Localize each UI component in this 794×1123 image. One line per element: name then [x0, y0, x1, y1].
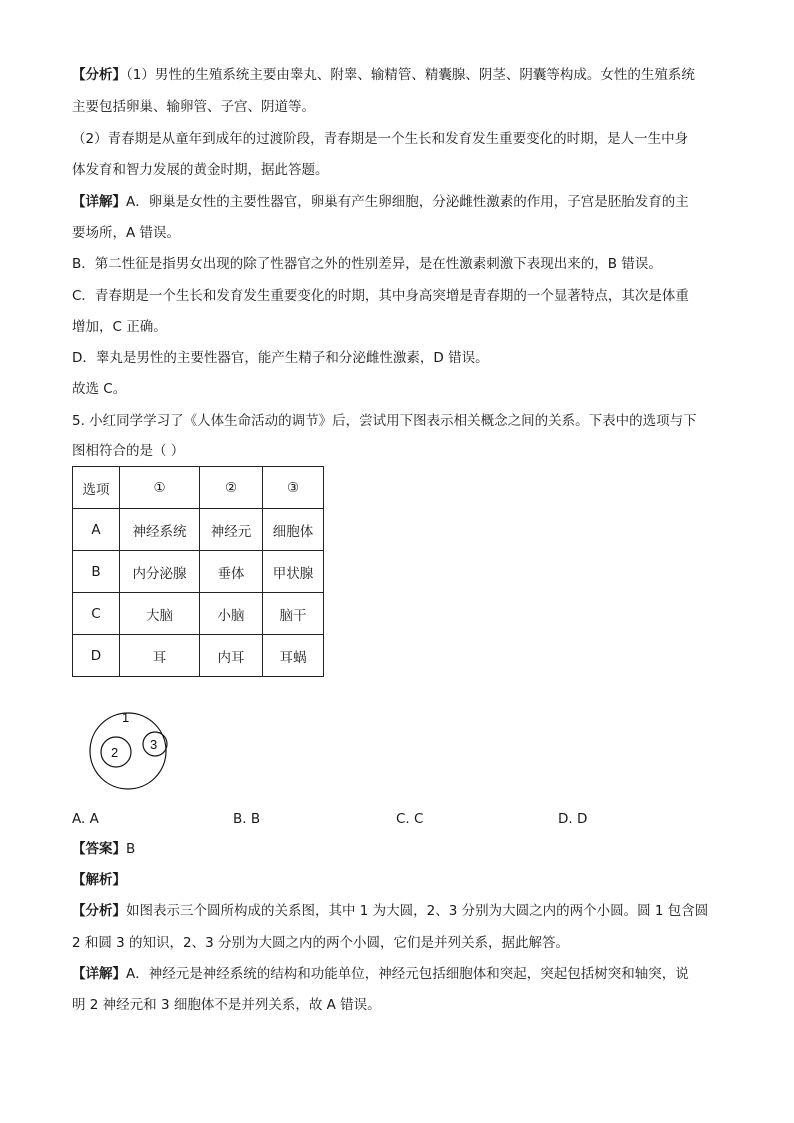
table-header-cell: ③ [263, 467, 324, 509]
table-cell: 小脑 [200, 593, 263, 635]
choice-d: D. D [558, 811, 588, 827]
table-cell: 大脑 [120, 593, 200, 635]
table-row [73, 551, 324, 593]
analysis2-line-2: 2 和圆 3 的知识，2、3 分别为大圆之内的两个小圆，它们是并列关系，据此解答。 [72, 935, 570, 951]
answer-choices [72, 806, 722, 832]
table-header-row [73, 467, 324, 509]
detail-b-line: B．第二性征是指男女出现的除了性器官之外的性别差异，是在性激素刺激下表现出来的，B 错误。 [72, 256, 662, 272]
detail-c-line-1: C．青春期是一个生长和发育发生重要变化的时期，其中身高突增是青春期的一个显著特点，其次是体重 [72, 288, 689, 304]
question-5-line-1: 5. 小红同学学习了《人体生命活动的调节》后，尝试用下图表示相关概念之间的关系。下表中的选项与下 [72, 413, 697, 429]
analysis-line-2: 主要包括卵巢、输卵管、子宫、阴道等。 [72, 99, 315, 115]
small-circle-left-label: 2 [111, 745, 119, 760]
table-cell: C [73, 593, 120, 635]
table-cell: 脑干 [263, 593, 324, 635]
answer-line: 【答案】B [72, 841, 136, 857]
table-row [73, 635, 324, 677]
analysis-line-1: 【分析】（1）男性的生殖系统主要由睾丸、附睾、输精管、精囊腺、阴茎、阴囊等构成。女性的生殖系统 [72, 67, 695, 83]
table-header-cell: 选项 [73, 467, 120, 509]
detail-a-line-1: 【详解】A．卵巢是女性的主要性器官，卵巢有产生卵细胞，分泌雌性激素的作用，子宫是胚胎发育的主 [72, 194, 689, 210]
table-cell: 耳 [120, 635, 200, 677]
question-5-line-2: 图相符合的是（ ） [72, 443, 185, 459]
table-cell: B [73, 551, 120, 593]
detail-conclusion: 故选 C。 [72, 381, 127, 397]
table-cell: 细胞体 [263, 509, 324, 551]
detail-a-line-2: 要场所，A 错误。 [72, 225, 181, 241]
detail2-line-1: 【详解】A．神经元是神经系统的结构和功能单位，神经元包括细胞体和突起，突起包括树突和轴突，说 [72, 966, 689, 982]
detail-d-line: D．睾丸是男性的主要性器官，能产生精子和分泌雌性激素，D 错误。 [72, 350, 489, 366]
table-cell: 垂体 [200, 551, 263, 593]
table-cell: 神经元 [200, 509, 263, 551]
table-header-cell: ② [200, 467, 263, 509]
choice-b: B. B [233, 811, 261, 827]
table-cell: D [73, 635, 120, 677]
big-circle-label: 1 [122, 710, 130, 725]
table-cell: A [73, 509, 120, 551]
table-row [73, 509, 324, 551]
concept-circle-diagram [86, 702, 172, 798]
table-cell: 甲状腺 [263, 551, 324, 593]
table-cell: 内分泌腺 [120, 551, 200, 593]
analysis2-line-1: 【分析】如图表示三个圆所构成的关系图，其中 1 为大圆，2、3 分别为大圆之内的两个小圆。圆 1 包含圆 [72, 903, 709, 919]
analysis-line-3: （2）青春期是从童年到成年的过渡阶段，青春期是一个生长和发育发生重要变化的时期，是人一生中身 [72, 131, 689, 147]
choice-a: A. A [72, 811, 99, 827]
small-circle-right-label: 3 [150, 737, 158, 752]
table-cell: 内耳 [200, 635, 263, 677]
explanation-tag: 【解析】 [72, 872, 126, 888]
choice-c: C. C [396, 811, 424, 827]
table-header-cell: ① [120, 467, 200, 509]
options-table [72, 466, 324, 677]
analysis-line-4: 体发育和智力发展的黄金时期，据此答题。 [72, 162, 329, 178]
detail-c-line-2: 增加，C 正确。 [72, 319, 167, 335]
table-cell: 神经系统 [120, 509, 200, 551]
table-row [73, 593, 324, 635]
table-cell: 耳蜗 [263, 635, 324, 677]
detail2-line-2: 明 2 神经元和 3 细胞体不是并列关系，故 A 错误。 [72, 997, 381, 1013]
